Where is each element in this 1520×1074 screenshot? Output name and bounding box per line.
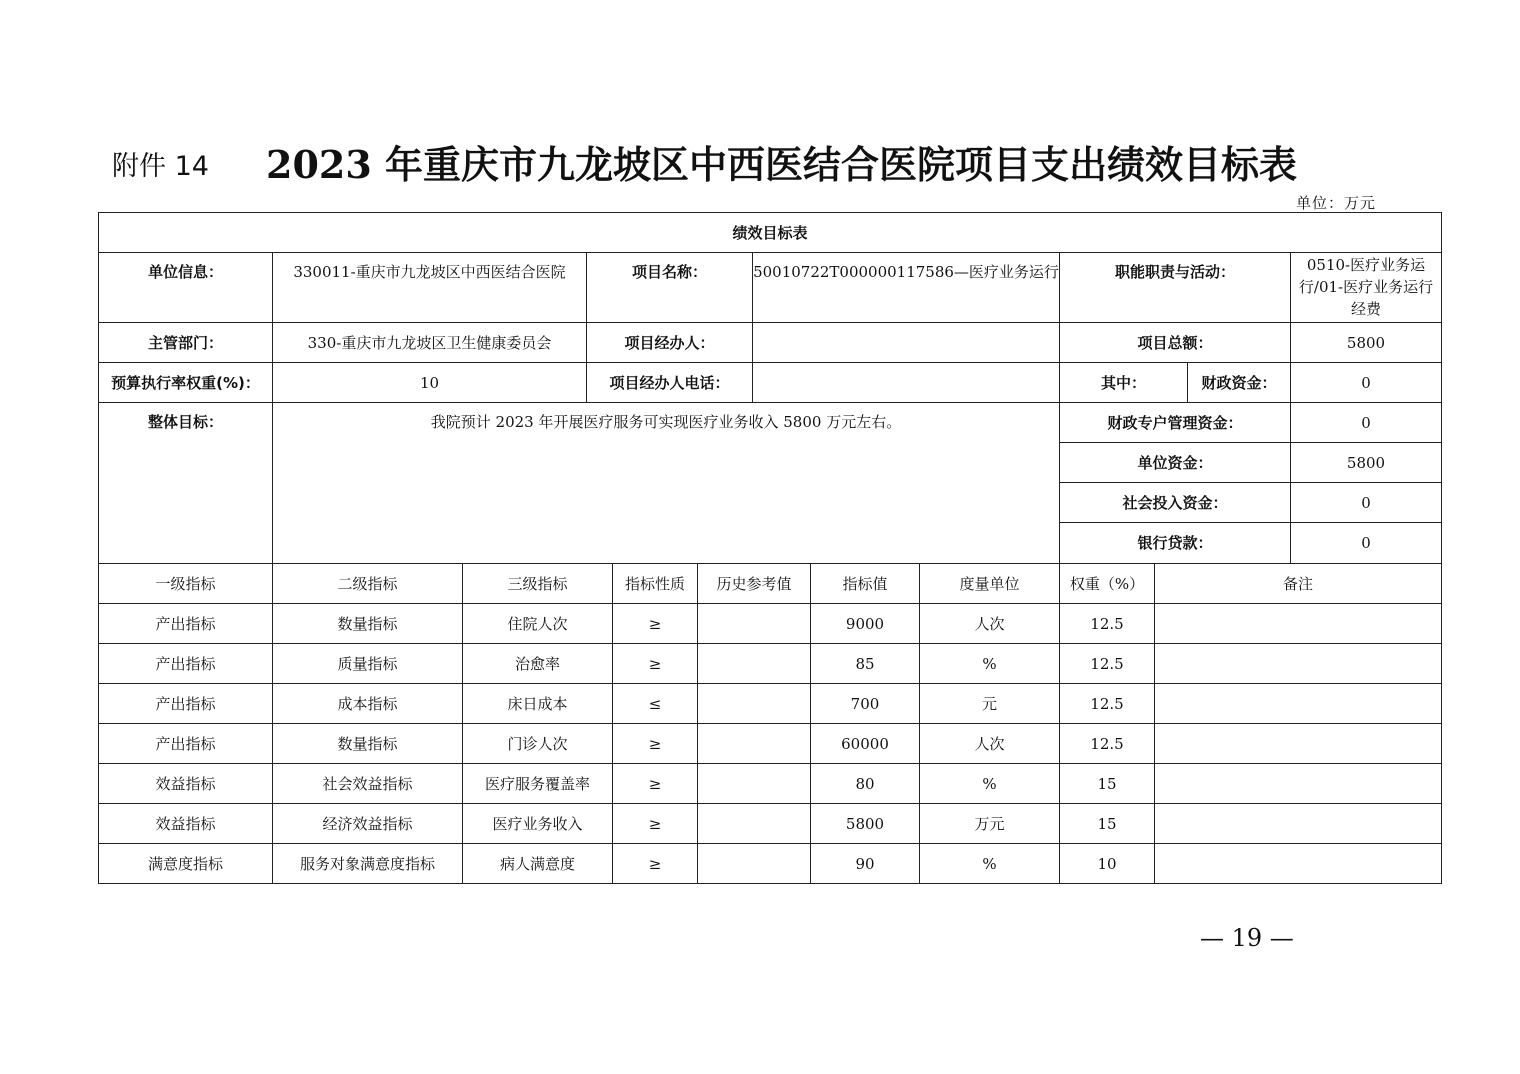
social-fund-label: 社会投入资金： [1059, 482, 1291, 523]
cell-history [697, 803, 811, 844]
cell-remark [1154, 683, 1442, 724]
cell-value: 80 [810, 763, 920, 804]
cell-nature: ≥ [612, 803, 698, 844]
cell-remark [1154, 843, 1442, 884]
handler-phone-value [752, 362, 1060, 403]
dept-label: 主管部门： [98, 322, 273, 363]
header-remark: 备注 [1154, 563, 1442, 604]
cell-value: 60000 [810, 723, 920, 764]
cell-level1: 产出指标 [98, 603, 273, 644]
handler-value [752, 322, 1060, 363]
cell-unit: % [919, 843, 1060, 884]
cell-level2: 服务对象满意度指标 [272, 843, 463, 884]
unit-info-label: 单位信息： [98, 252, 273, 323]
social-fund-value: 0 [1290, 482, 1442, 523]
cell-unit: 人次 [919, 603, 1060, 644]
attachment-label: 附件 14 [112, 151, 209, 182]
table-caption: 绩效目标表 [98, 212, 1442, 253]
total-label: 项目总额： [1059, 322, 1291, 363]
fiscal-label: 财政资金： [1187, 362, 1291, 403]
cell-level1: 效益指标 [98, 803, 273, 844]
cell-level3: 病人满意度 [462, 843, 613, 884]
cell-history [697, 603, 811, 644]
cell-history [697, 723, 811, 764]
goal-value: 我院预计 2023 年开展医疗服务可实现医疗业务收入 5800 万元左右。 [272, 402, 1060, 564]
unit-note: 单位：万元 [1296, 194, 1377, 212]
cell-value: 5800 [810, 803, 920, 844]
cell-nature: ≥ [612, 643, 698, 684]
cell-nature: ≥ [612, 723, 698, 764]
cell-nature: ≥ [612, 843, 698, 884]
cell-value: 85 [810, 643, 920, 684]
cell-unit: 元 [919, 683, 1060, 724]
duty-value: 0510-医疗业务运行/01-医疗业务运行经费 [1290, 252, 1442, 323]
cell-remark [1154, 603, 1442, 644]
cell-weight: 12.5 [1059, 643, 1155, 684]
cell-value: 700 [810, 683, 920, 724]
cell-weight: 12.5 [1059, 683, 1155, 724]
handler-phone-label: 项目经办人电话： [586, 362, 753, 403]
cell-level3: 门诊人次 [462, 723, 613, 764]
cell-history [697, 683, 811, 724]
header-nature: 指标性质 [612, 563, 698, 604]
bank-loan-label: 银行贷款： [1059, 522, 1291, 564]
handler-label: 项目经办人： [586, 322, 753, 363]
header-value: 指标值 [810, 563, 920, 604]
cell-unit: 万元 [919, 803, 1060, 844]
duty-label: 职能职责与活动： [1059, 252, 1291, 323]
bank-loan-value: 0 [1290, 522, 1442, 564]
cell-value: 90 [810, 843, 920, 884]
cell-nature: ≤ [612, 683, 698, 724]
cell-level1: 满意度指标 [98, 843, 273, 884]
cell-remark [1154, 803, 1442, 844]
cell-level3: 医疗服务覆盖率 [462, 763, 613, 804]
page-title: 2023 年重庆市九龙坡区中西医结合医院项目支出绩效目标表 [266, 142, 1297, 187]
cell-level2: 数量指标 [272, 723, 463, 764]
cell-unit: % [919, 643, 1060, 684]
cell-remark [1154, 723, 1442, 764]
unit-fund-value: 5800 [1290, 442, 1442, 483]
cell-level2: 成本指标 [272, 683, 463, 724]
cell-level2: 质量指标 [272, 643, 463, 684]
cell-level3: 医疗业务收入 [462, 803, 613, 844]
cell-weight: 15 [1059, 763, 1155, 804]
cell-level3: 住院人次 [462, 603, 613, 644]
special-fund-label: 财政专户管理资金： [1059, 402, 1291, 443]
budget-rate-label: 预算执行率权重(%)： [98, 362, 273, 403]
project-name-label: 项目名称： [586, 252, 753, 323]
header-history: 历史参考值 [697, 563, 811, 604]
cell-level1: 产出指标 [98, 683, 273, 724]
cell-level2: 经济效益指标 [272, 803, 463, 844]
cell-remark [1154, 763, 1442, 804]
fiscal-value: 0 [1290, 362, 1442, 403]
cell-remark [1154, 643, 1442, 684]
cell-nature: ≥ [612, 603, 698, 644]
budget-rate-value: 10 [272, 362, 587, 403]
project-name-value: 50010722T000000117586—医疗业务运行 [752, 252, 1060, 323]
cell-level2: 社会效益指标 [272, 763, 463, 804]
header-weight: 权重（%） [1059, 563, 1155, 604]
special-fund-value: 0 [1290, 402, 1442, 443]
cell-level3: 治愈率 [462, 643, 613, 684]
cell-weight: 12.5 [1059, 723, 1155, 764]
header-unit: 度量单位 [919, 563, 1060, 604]
unit-info-value: 330011-重庆市九龙坡区中西医结合医院 [272, 252, 587, 323]
cell-history [697, 763, 811, 804]
unit-fund-label: 单位资金： [1059, 442, 1291, 483]
goal-label: 整体目标： [98, 402, 273, 564]
dept-value: 330-重庆市九龙坡区卫生健康委员会 [272, 322, 587, 363]
cell-weight: 12.5 [1059, 603, 1155, 644]
cell-level1: 产出指标 [98, 643, 273, 684]
cell-level2: 数量指标 [272, 603, 463, 644]
header-level2: 二级指标 [272, 563, 463, 604]
cell-weight: 15 [1059, 803, 1155, 844]
cell-level1: 产出指标 [98, 723, 273, 764]
cell-nature: ≥ [612, 763, 698, 804]
among-label: 其中： [1059, 362, 1188, 403]
cell-level3: 床日成本 [462, 683, 613, 724]
header-level1: 一级指标 [98, 563, 273, 604]
cell-unit: 人次 [919, 723, 1060, 764]
cell-history [697, 843, 811, 884]
cell-value: 9000 [810, 603, 920, 644]
total-value: 5800 [1290, 322, 1442, 363]
cell-unit: % [919, 763, 1060, 804]
header-level3: 三级指标 [462, 563, 613, 604]
cell-history [697, 643, 811, 684]
cell-weight: 10 [1059, 843, 1155, 884]
cell-level1: 效益指标 [98, 763, 273, 804]
page-number: — 19 — [1200, 924, 1294, 952]
